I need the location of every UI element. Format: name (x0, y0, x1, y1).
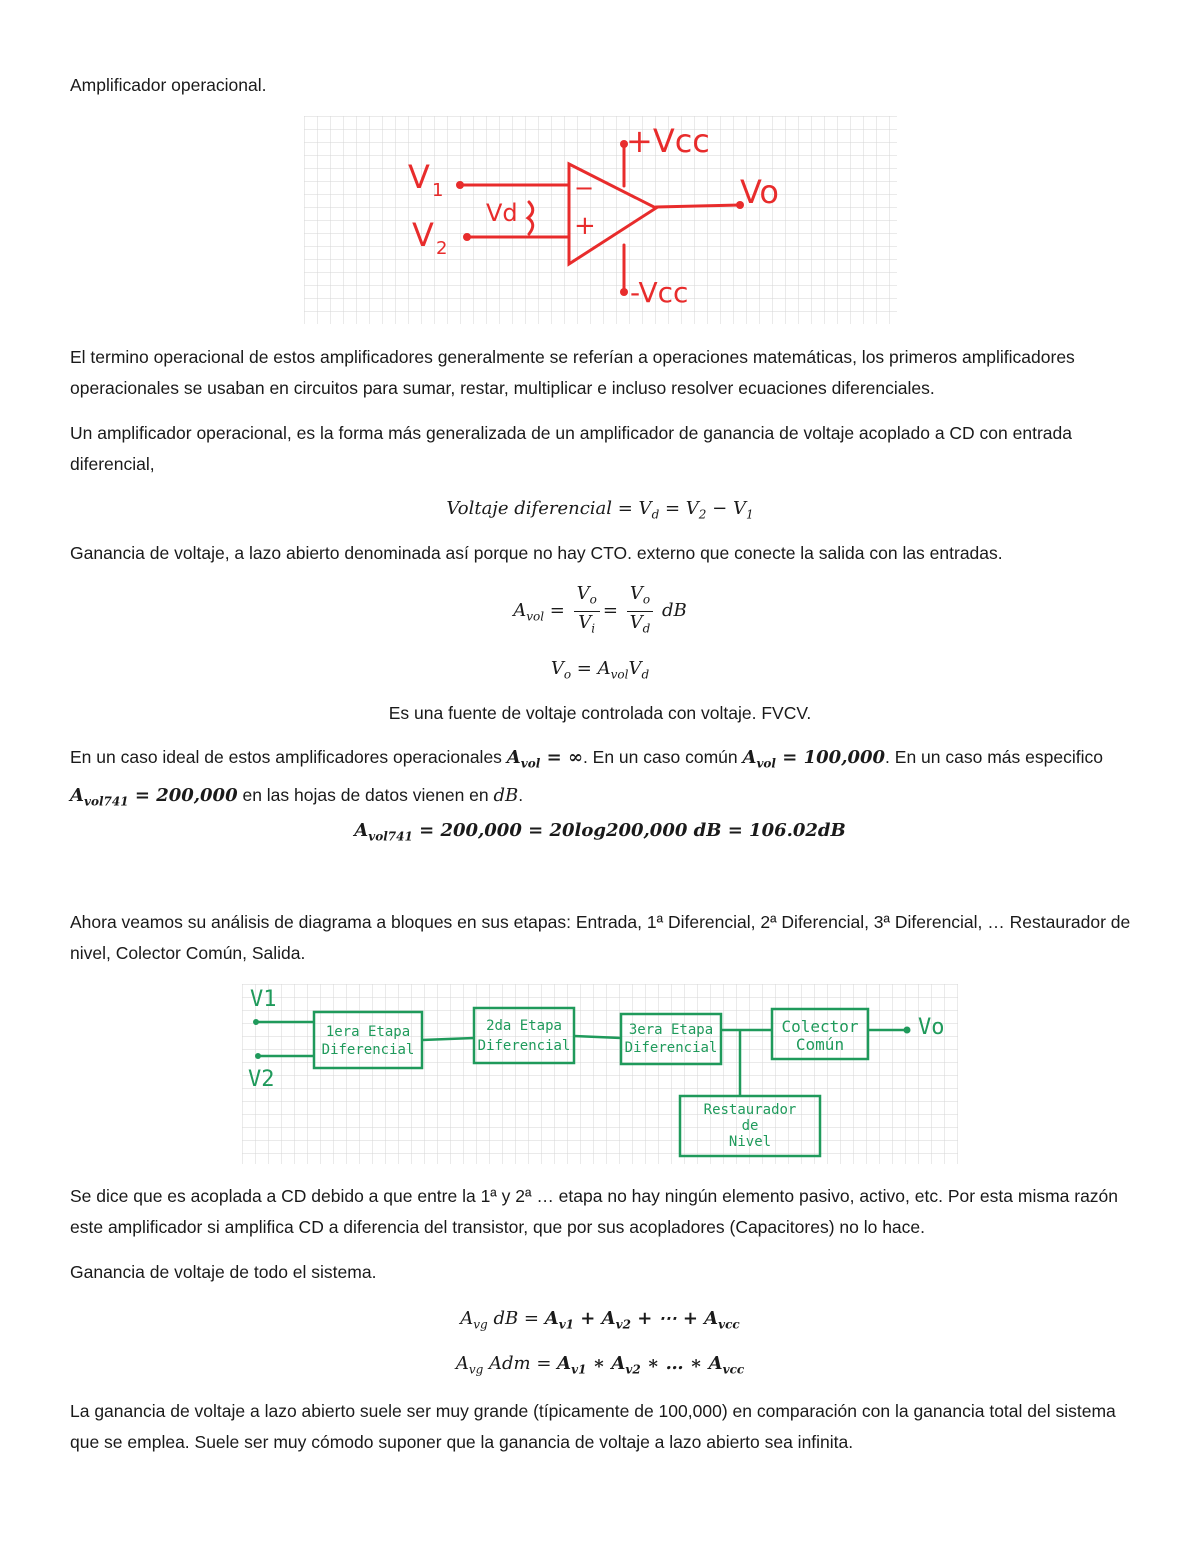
paragraph-intro: El termino operacional de estos amplificadores generalmente se referían a operaciones matemáticas, los primeros amplificadores operacionales se usaban en circuitos para sumar, restar, multiplicar e incluso resolver ecuaciones diferenciales. (70, 347, 1075, 398)
block5-line3: Nivel (728, 1134, 772, 1150)
v2-terminal (255, 1053, 261, 1059)
eq-741-text: = 200,000 = 20log200,000 dB = 106.02dB (419, 820, 846, 841)
v2-label: V (412, 216, 434, 254)
avol-common: $A_{vol} = 100,000$ (742, 747, 886, 771)
v2-terminal (463, 233, 471, 241)
paragraph-conclusion: La ganancia de voltaje a lazo abierto suele ser muy grande (típicamente de 100,000) en comparación con la ganancia total del sistema que se emplea. Suele ser muy cómodo suponer que la ganancia de voltaje a lazo abierto sea infinita. (70, 1401, 1116, 1452)
block1-line2: Diferencial (321, 1042, 415, 1058)
output-wire (656, 205, 740, 207)
gain-cases-text-d: en las hojas de datos vienen en (237, 784, 494, 805)
paragraph-block-stages: Ahora veamos su análisis de diagrama a bloques en sus etapas: Entrada, 1ª Diferencial, 2ª Diferencial, 3ª Diferencial, … Restaurador de nivel, Colector Común, Salida. (70, 912, 1131, 963)
gain-cases-text-b: . En un caso común (582, 747, 743, 767)
noninverting-input-sign: + (574, 211, 596, 241)
vcc-neg-label: -Vcc (630, 276, 689, 309)
paragraph-gain-cases: En un caso ideal de estos amplificadores operacionales $A_{vol}$ = ∞. En un caso común $A_{vol} = 100,000$. En un caso más especifico $A_{vol741} = 200,000$ en las hojas de datos vienen en dB. (70, 747, 1103, 809)
opamp-figure (304, 116, 897, 324)
v1-sub: 1 (432, 180, 444, 201)
paragraph-open-loop-gain: Ganancia de voltaje, a lazo abierto denominada así porque no hay CTO. externo que conecte la salida con las entradas. (70, 543, 1003, 563)
paragraph-dc-coupling: Se dice que es acoplada a CD debido a que entre la 1ª y 2ª … etapa no hay ningún elemento pasivo, activo, etc. Por esta misma razón este amplificador si amplifica CD a diferencia del transistor, que por sus acopladores (Capacitores) no lo hace. (70, 1186, 1119, 1237)
gain-cases-text-a: En un caso ideal de estos amplificadores operacionales (70, 747, 507, 767)
inverting-input-sign: − (574, 174, 595, 202)
equation-differential-voltage: Voltaje diferencial = $V_d = V_2 - V_1$ (446, 498, 754, 522)
block-diagram-drawing (242, 984, 958, 1164)
block-diagram-figure (242, 984, 958, 1164)
equation-avol741: $A_{vol741} = 200,000 = 20\log 200,000$ dB = 106.02dB (354, 820, 846, 844)
db-unit: dB (493, 784, 519, 806)
paragraph-definition: Un amplificador operacional, es la forma más generalizada de un amplificador de ganancia de voltaje acoplado a CD con entrada diferencial, (70, 423, 1072, 474)
block3-line2: Diferencial (624, 1040, 718, 1056)
grid-background (304, 116, 897, 324)
equation-avg-adm: $A_{vg}$ Adm = $A_{v1}$ ∗ $A_{v2}$ ∗ … ∗ $A_{vcc}$ (455, 1353, 745, 1377)
block2-line1: 2da Etapa (486, 1018, 562, 1034)
vo-terminal (904, 1027, 911, 1034)
v2-label: V2 (248, 1067, 275, 1092)
opamp-drawing (304, 116, 897, 324)
block4-line2: Común (795, 1035, 845, 1054)
v1-terminal (253, 1019, 259, 1025)
avol-741: $A_{vol741} = 200,000$ (70, 784, 238, 809)
eq-vd-text: Voltaje diferencial = V (446, 498, 652, 519)
block1-line1: 1era Etapa (325, 1024, 411, 1040)
v2-sub: 2 (436, 238, 448, 259)
equation-avg-db: $A_{vg}$ dB = $A_{v1} + A_{v2}$ + ⋯ + $A_{vcc}$ (460, 1308, 740, 1332)
vo-label: Vo (740, 173, 779, 211)
avol-ideal-value: ∞ (567, 747, 583, 768)
paragraph-system-gain: Ganancia de voltaje de todo el sistema. (70, 1262, 377, 1282)
block3-line1: 3era Etapa (628, 1022, 714, 1038)
avol-741-value: 200,000 (156, 784, 238, 806)
block5-line2: de (741, 1118, 759, 1134)
avol-ideal: $A_{vol}$ = ∞ (506, 747, 583, 771)
vcc-pos-label: +Vcc (626, 122, 710, 160)
document-title: Amplificador operacional. (70, 75, 267, 95)
equation-avol: $A_{vol}$ = $\frac{V_o}{V_i}$ = $\frac{V_o}{V_d}$ dB (513, 583, 687, 636)
v1-label: V1 (250, 987, 277, 1012)
block4-line1: Colector (781, 1017, 859, 1036)
avol-common-value: 100,000 (803, 747, 886, 768)
block5-line1: Restaurador (703, 1102, 797, 1118)
paragraph-fvcv: Es una fuente de voltaje controlada con voltaje. FVCV. (388, 703, 812, 723)
v1-terminal (456, 181, 464, 189)
gain-cases-text-c: . En un caso más especifico (885, 747, 1103, 767)
v1-label: V (408, 158, 430, 196)
vo-label: Vo (918, 1015, 945, 1040)
equation-vo: $V_o = A_{vol}V_d$ (550, 658, 650, 682)
vd-label: Vd (486, 199, 518, 227)
block2-line2: Diferencial (477, 1038, 571, 1054)
vcc-neg-terminal (620, 288, 628, 296)
